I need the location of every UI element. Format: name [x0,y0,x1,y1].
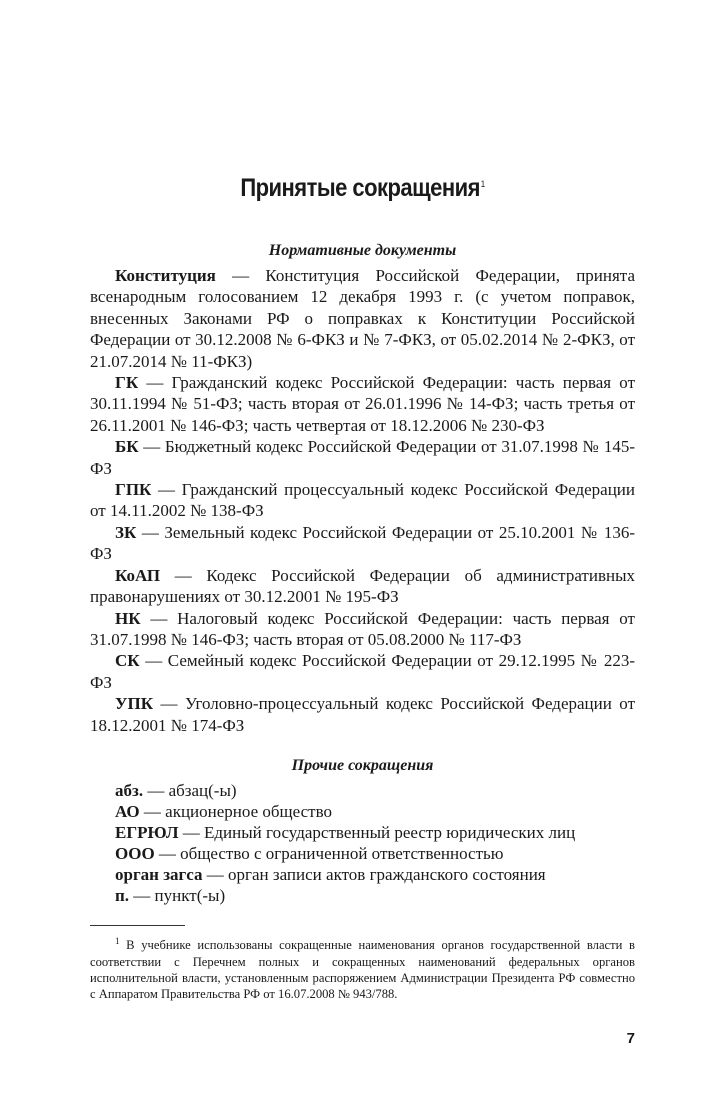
list-item: абз. — абзац(-ы) [115,781,237,800]
list-item: ГПК — Гражданский процессуальный кодекс Российской Федерации от 14.11.2002 № 138-ФЗ [90,480,635,521]
list-item: ЕГРЮЛ — Единый государственный реестр юридических лиц [115,823,576,842]
footnote-mark: 1 [115,936,120,946]
section-heading-normative: Нормативные документы [268,242,457,259]
list-item: ООО — общество с ограниченной ответственностью [115,844,504,863]
list-item: БК — Бюджетный кодекс Российской Федерации от 31.07.1998 № 145-ФЗ [90,437,635,478]
list-item: СК — Семейный кодекс Российской Федерации от 29.12.1995 № 223-ФЗ [90,651,635,692]
section-heading-other: Прочие сокращения [291,757,434,774]
list-item: ЗК — Земельный кодекс Российской Федерации от 25.10.2001 № 136-ФЗ [90,522,635,564]
list-item: УПК — Уголовно-процессуальный кодекс Российской Федерации от 18.12.2001 № 174-ФЗ [90,694,635,735]
list-item: НК — Налоговый кодекс Российской Федерации: часть первая от 31.07.1998 № 146-ФЗ; часть вторая от 05.08.2000 № 117-ФЗ [90,608,635,649]
page-number: 7 [626,1030,635,1047]
footnote: $^1$ В учебнике использованы сокращенные наименования органов государственной власти в соответствии с Перечнем полных и сокращенных наименований федеральных органов исполнительной власти, установленным распоряжением Администрации Президента РФ совместно с Аппаратом Правительства РФ от 16.07.2008 № 943/788. [90,936,635,1002]
page-title: Принятые сокращения$^1$ [240,174,485,202]
list-item: п. — пункт(-ы) [115,886,226,905]
list-item: орган загса — орган записи актов гражданского состояния [115,865,546,884]
list-item: Конституция — Конституция Российской Федерации, принята всенародным голосованием 12 декабря 1993 г. (с учетом поправок, внесенных Законами РФ о поправках к Конституции Российской Федерации от 30.12.2008 № 6-ФКЗ и № 7-ФКЗ, от 05.02.2014 № 2-ФКЗ, от 21.07.2014 № 11-ФКЗ) [90,266,635,371]
list-item: КоАП — Кодекс Российской Федерации об административных правонарушениях от 30.12.2001 № 195-ФЗ [90,565,635,607]
list-item: ГК — Гражданский кодекс Российской Федерации: часть первая от 30.11.1994 № 51-ФЗ; часть вторая от 26.01.1996 № 14-ФЗ; часть третья от 26.11.2001 № 146-ФЗ; часть четвертая от 18.12.2006 № 230-ФЗ [90,373,635,435]
documents-list [90,265,635,736]
list-item: АО — акционерное общество [115,802,332,821]
footnote-divider [90,925,185,926]
footnote-reference: 1 [480,178,485,189]
other-abbreviations-list [90,780,635,906]
